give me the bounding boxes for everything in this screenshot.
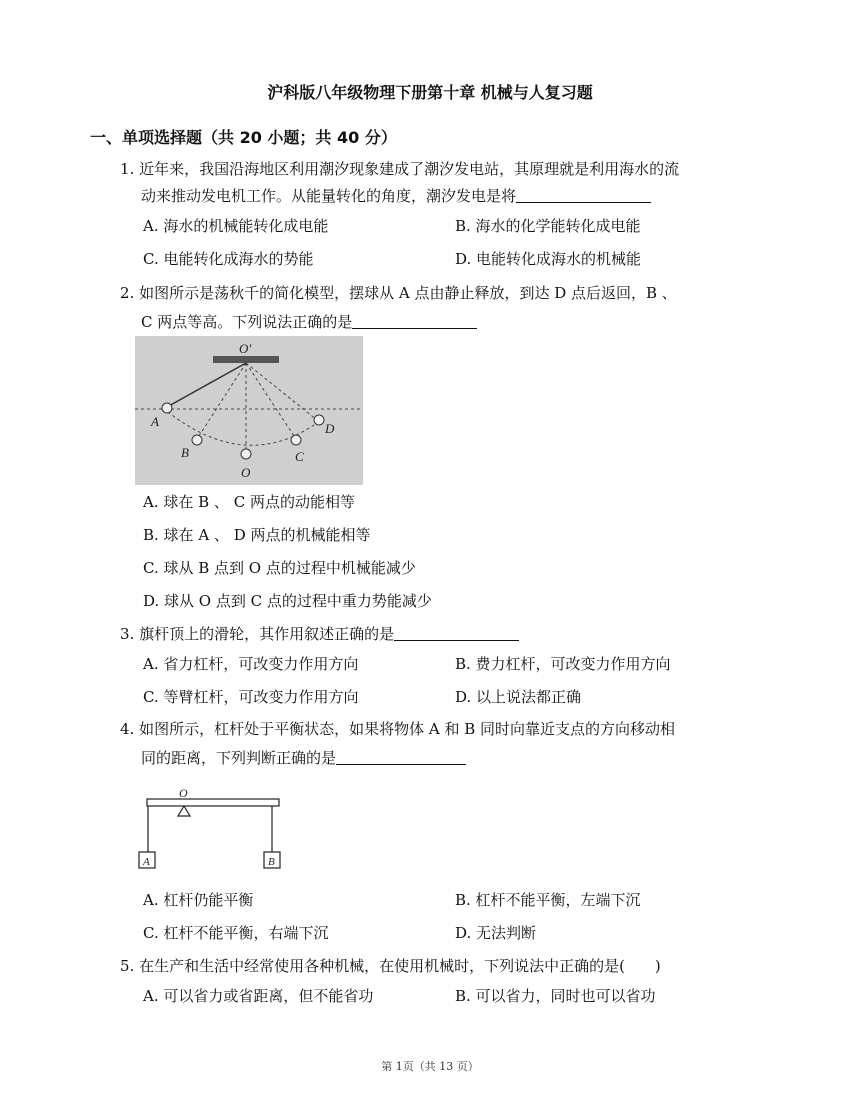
option-5a: A. 可以省力或省距离，但不能省功 <box>143 987 374 1005</box>
option-1a: A. 海水的机械能转化成电能 <box>143 217 329 235</box>
question-3-line1: 3. 旗杆顶上的滑轮，其作用叙述正确的是 <box>120 621 519 647</box>
label-o: O <box>179 786 188 800</box>
label-a: A <box>151 414 159 429</box>
option-1d: D. 电能转化成海水的机械能 <box>455 250 642 268</box>
option-1c: C. 电能转化成海水的势能 <box>143 250 314 268</box>
option-3a: A. 省力杠杆，可改变力作用方向 <box>143 655 359 673</box>
fulcrum <box>178 806 190 816</box>
answer-blank <box>352 312 477 329</box>
question-4-line2: 同的距离，下列判断正确的是 <box>141 745 466 771</box>
label-a: A <box>143 856 150 868</box>
label-d: D <box>325 421 335 436</box>
option-5b: B. 可以省力，同时也可以省功 <box>455 987 656 1005</box>
option-2c: C. 球从 B 点到 O 点的过程中机械能减少 <box>143 559 416 577</box>
ball-c <box>291 435 301 445</box>
answer-blank <box>516 186 651 203</box>
label-o-prime: O′ <box>239 341 252 356</box>
option-2b: B. 球在 A 、 D 两点的机械能相等 <box>143 526 371 544</box>
question-1-line2: 动来推动发电机工作。从能量转化的角度，潮汐发电是将 <box>141 183 651 209</box>
ball-d <box>314 415 324 425</box>
ball-o <box>241 449 251 459</box>
swing-pendulum-figure <box>135 336 363 485</box>
option-4b: B. 杠杆不能平衡，左端下沉 <box>455 891 641 909</box>
option-4a: A. 杠杆仍能平衡 <box>143 891 254 909</box>
option-3c: C. 等臂杠杆，可改变力作用方向 <box>143 688 359 706</box>
label-b: B <box>268 856 275 868</box>
option-2d: D. 球从 O 点到 C 点的过程中重力势能减少 <box>143 592 432 610</box>
support-beam <box>213 356 279 363</box>
question-2-line2: C 两点等高。下列说法正确的是 <box>141 309 477 335</box>
question-5-line1: 5. 在生产和生活中经常使用各种机械，在使用机械时，下列说法中正确的是( ) <box>120 957 661 975</box>
option-4c: C. 杠杆不能平衡，右端下沉 <box>143 924 329 942</box>
option-2a: A. 球在 B 、 C 两点的动能相等 <box>143 493 355 511</box>
lever-bar <box>147 799 279 806</box>
question-2-line1: 2. 如图所示是荡秋千的简化模型，摆球从 A 点由静止释放，到达 D 点后返回，B 、 <box>120 284 677 302</box>
option-3d: D. 以上说法都正确 <box>455 688 582 706</box>
answer-blank <box>336 748 466 765</box>
page-title: 沪科版八年级物理下册第十章 机械与人复习题 <box>267 83 593 102</box>
section-heading: 一、单项选择题（共 20 小题；共 40 分） <box>90 128 397 147</box>
answer-blank <box>394 624 519 641</box>
question-4-line1: 4. 如图所示，杠杆处于平衡状态，如果将物体 A 和 B 同时向靠近支点的方向移动相 <box>120 720 676 738</box>
option-3b: B. 费力杠杆，可改变力作用方向 <box>455 655 671 673</box>
label-c: C <box>295 449 304 464</box>
option-1b: B. 海水的化学能转化成电能 <box>455 217 641 235</box>
lever-figure <box>135 785 295 875</box>
ball-b <box>192 435 202 445</box>
option-4d: D. 无法判断 <box>455 924 537 942</box>
label-b: B <box>181 445 189 460</box>
ball-a <box>162 403 172 413</box>
question-1-line1: 1. 近年来，我国沿海地区利用潮汐现象建成了潮汐发电站，其原理就是利用海水的流 <box>120 160 680 178</box>
page-footer: 第 1页（共 13 页） <box>381 1060 479 1073</box>
label-o: O <box>241 465 251 480</box>
